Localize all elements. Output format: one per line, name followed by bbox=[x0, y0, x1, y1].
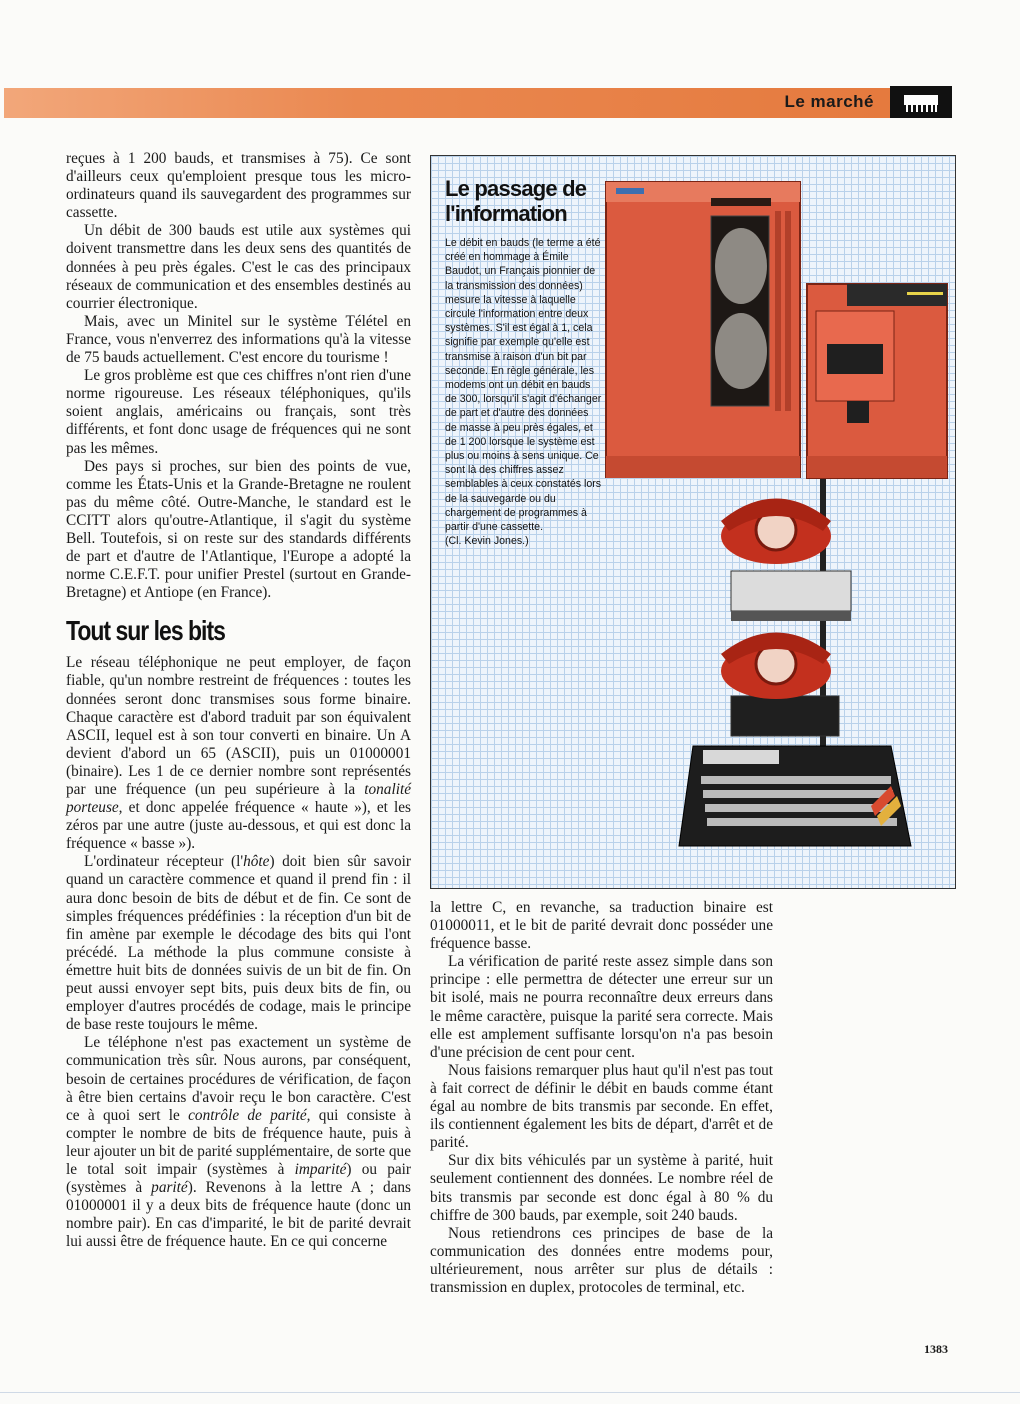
paragraph bbox=[66, 654, 411, 853]
text-run: L'ordinateur récepteur (l' bbox=[84, 853, 244, 871]
paragraph: Un débit de 300 bauds est utile aux systèmes qui doivent transmettre dans les deux sens des quantités de données à peu près égales. C'est le cas des principaux réseaux de communication et des ensembles destinés au courrier électronique. bbox=[66, 222, 411, 312]
figure-title: Le passage de l'information bbox=[445, 176, 587, 226]
text-run: ) doit bien sûr savoir quand un caractère commence et quand il prend fin : il aura donc besoin de bits de début et de fin. Ce sont de simples fréquences prédéfinies : la réception d'un bit de fin amène par exemple le décodage des bits qui l'ont précédé. La méthode la plus commune consiste à émettre huit bits de données suivis de un bit de fin. On peut aussi envoyer sept bits, puis deux bits de fin, ou employer d'autres procédés de codage, mais le principe de base reste toujours le même. bbox=[66, 853, 411, 1034]
text-run: ). Revenons à la lettre A ; dans 01000001 il y a deux bits de fréquence haute (donc un nombre pair). En cas d'imparité, le bit de parité devrait lui aussi être de fréquence haute. En ce qui concerne bbox=[66, 1179, 411, 1251]
emphasis: contrôle de parité, bbox=[188, 1106, 311, 1124]
text-run: Le téléphone n'est pas exactement un système de communication très sûr. Nous aurons, par conséquent, besoin de certaines procédures de vérification, de façon à être bien certains d'avoir reçu le bon caractère. C'est ce à quoi sert le bbox=[66, 1034, 411, 1124]
right-column bbox=[430, 899, 773, 1297]
paragraph: Sur dix bits véhiculés par un système à parité, huit seulement contiennent des données. Le nombre réel de bits transmis par seconde est donc égal à 80 % du chiffre de 300 bauds, par exemple, soit 240 bauds. bbox=[430, 1152, 773, 1224]
paragraph: reçues à 1 200 bauds, et transmises à 75). Ce sont d'ailleurs ceux qu'emploient presque tous les micro-ordinateurs quand ils sauvegardent des programmes sur cassette. bbox=[66, 150, 411, 222]
emphasis: tonalité porteuse, bbox=[66, 781, 411, 817]
section-banner bbox=[4, 88, 890, 118]
caption-text: Le débit en bauds (le terme a été créé en hommage à Émile Baudot, un Français pionnier de la transmission des données) mesure la vitesse à laquelle circule l'information entre deux systèmes. S'il est égal à 1, cela signifie par exemple qu'elle est transmise à raison d'un bit par seconde. En règle générale, les modems ont un débit en bauds de 300, lorsqu'il s'agit d'échanger de part et d'autre des données de masse à peu près égales, et de 1 200 lorsque le système est plus ou moins à sens unique. Ce sont là des chiffres assez semblables à ceux constatés lors de la sauvegarde ou du chargement de programmes à partir d'une cassette. bbox=[445, 237, 602, 534]
emphasis: imparité bbox=[294, 1160, 347, 1178]
paragraph: Nous faisions remarquer plus haut qu'il n'est pas tout à fait correct de définir le débit en bauds comme étant égal au nombre de bits transmis par seconde. En effet, ils contiennent également les bits de départ, d'arrêt et de parité. bbox=[430, 1061, 773, 1152]
section-heading: Tout sur les bits bbox=[66, 615, 225, 647]
paragraph: Des pays si proches, sur bien des points de vue, comme les États-Unis et la Grande-Bretagne ne roulent pas du même côté. Outre-Manche, le standard est le CCITT alors qu'outre-Atlantique, il s'agit du système Bell. Toutefois, si on reste sur des standards différents de part et d'autre de l'Atlantique, l'Europe a adopté la norme C.E.F.T. pour unifier Prestel (surtout en Grande-Bretagne) et Antiope (en France). bbox=[66, 457, 411, 602]
text-run: ) ou pair (systèmes à bbox=[66, 1160, 411, 1197]
emphasis: hôte bbox=[243, 853, 270, 871]
figure-caption bbox=[445, 236, 603, 548]
section-label: Le marché bbox=[784, 92, 874, 111]
chip-icon bbox=[890, 86, 952, 118]
paragraph: La vérification de parité reste assez simple dans son principe : elle permettra de détecter une erreur sur un bit isolé, mais ne pourra reconnaître deux erreurs dans le même caractère, puisque la parité sera correcte. Mais elle est amplement suffisante lorsqu'on n'a pas besoin d'une précision de cent pour cent. bbox=[430, 953, 773, 1061]
page-number: 1383 bbox=[924, 1342, 948, 1356]
paragraph: Mais, avec un Minitel sur le système Télétel en France, vous n'enverrez des informations qu'à la vitesse de 75 bauds actuellement. C'est encore du tourisme ! bbox=[66, 312, 411, 367]
paragraph: la lettre C, en revanche, sa traduction binaire est 01000011, et le bit de parité devrait donc posséder une fréquence basse. bbox=[430, 899, 773, 953]
text-run: Le réseau téléphonique ne peut employer, de façon fiable, qu'un nombre restreint de fréquences : toutes les données seront donc transmises sous forme binaire. Chaque caractère est d'abord traduit par son équivalent ASCII, lequel est à son tour converti en binaire. Un A devient d'abord un 65 (ASCII), puis un 01000001 (binaire). Les 1 de ce dernier nombre sont représentés par une fréquence (un peu supérieure à la bbox=[66, 654, 411, 798]
paragraph bbox=[66, 853, 411, 1034]
left-column bbox=[66, 150, 411, 1251]
paragraph: Nous retiendrons ces principes de base de la communication des données entre modems pour, ultérieurement, nous arrêter sur plus de détails : transmission en duplex, protocoles de terminal, etc. bbox=[430, 1224, 773, 1296]
photo-credit: (Cl. Kevin Jones.) bbox=[445, 535, 529, 548]
page-divider bbox=[0, 1392, 1020, 1393]
emphasis: parité bbox=[151, 1179, 188, 1197]
paragraph bbox=[66, 1034, 411, 1251]
illustration-figure bbox=[430, 155, 956, 889]
text-run: qui consiste à compter le nombre de bits de fréquence haute, puis à leur ajouter un bit de parité supplémentaire, de sorte que le total soit impair (systèmes à bbox=[66, 1106, 411, 1178]
paragraph: Le gros problème est que ces chiffres n'ont rien d'une norme rigoureuse. Les réseaux téléphoniques, qu'ils soient anglais, américains ou français, sont très différents, et font donc usage de fréquences qui ne sont pas les mêmes. bbox=[66, 367, 411, 457]
text-run: et donc appelée fréquence « haute »), et les zéros par une autre (juste au-dessous, et qui est donc la fréquence « basse »). bbox=[66, 799, 411, 853]
